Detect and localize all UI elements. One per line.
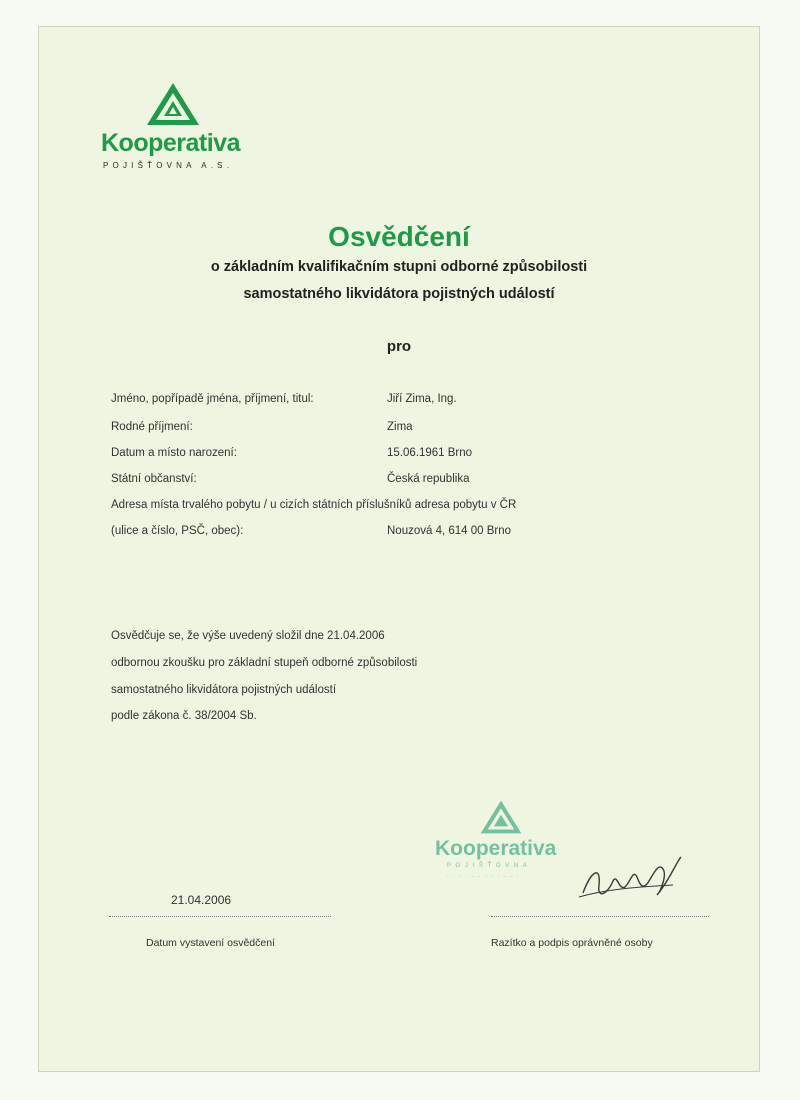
signature-caption: Razítko a podpis oprávněné osoby: [491, 937, 653, 949]
date-caption: Datum vystavení osvědčení: [146, 937, 275, 949]
certificate-page: [38, 26, 760, 1072]
stamp-text: P O J I Š Ť O V N A: [447, 863, 529, 869]
statement-line: odbornou zkoušku pro základní stupeň odborné způsobilosti: [111, 657, 418, 669]
certificate-title: Osvědčení: [328, 221, 470, 252]
field-label: (ulice a číslo, PSČ, obec):: [111, 525, 244, 537]
field-value: Nouzová 4, 614 00 Brno: [387, 525, 512, 537]
statement-line: samostatného likvidátora pojistných událostí: [111, 684, 337, 696]
field-value: Česká republika: [387, 473, 470, 485]
signature-dotted-line: [491, 916, 709, 917]
logo-name: Kooperativa: [101, 129, 240, 157]
stamp-name: Kooperativa: [435, 837, 557, 860]
field-label: Datum a místo narození:: [111, 447, 237, 459]
field-label: Jméno, popřípadě jména, příjmení, titul:: [111, 393, 314, 405]
company-stamp: [435, 799, 595, 879]
field-value: Jiří Zima, Ing.: [387, 393, 457, 405]
field-label: Státní občanství:: [111, 473, 197, 485]
stamp-text: . . . . . . . . . . . .: [447, 873, 520, 879]
date-dotted-line: [109, 916, 331, 917]
statement-line: Osvědčuje se, že výše uvedený složil dne 21.04.2006: [111, 630, 385, 642]
issue-date: 21.04.2006: [171, 893, 232, 907]
logo-subtitle: POJIŠŤOVNA A.S.: [103, 161, 234, 170]
stamp-triangle-icon: [479, 799, 523, 835]
address-heading: Adresa místa trvalého pobytu / u cizích státních příslušníků adresa pobytu v ČR: [111, 499, 517, 511]
signature: [577, 851, 687, 911]
kooperativa-triangle-icon: [145, 81, 201, 127]
field-value: Zima: [387, 421, 413, 433]
field-label: Rodné příjmení:: [111, 421, 193, 433]
certificate-subtitle-line2: samostatného likvidátora pojistných událostí: [243, 286, 555, 302]
field-value: 15.06.1961 Brno: [387, 447, 473, 459]
certificate-subtitle-line1: o základním kvalifikačním stupni odborné způsobilosti: [210, 259, 588, 275]
company-logo: [101, 81, 271, 170]
certificate-for: pro: [386, 338, 412, 355]
statement-line: podle zákona č. 38/2004 Sb.: [111, 710, 257, 722]
